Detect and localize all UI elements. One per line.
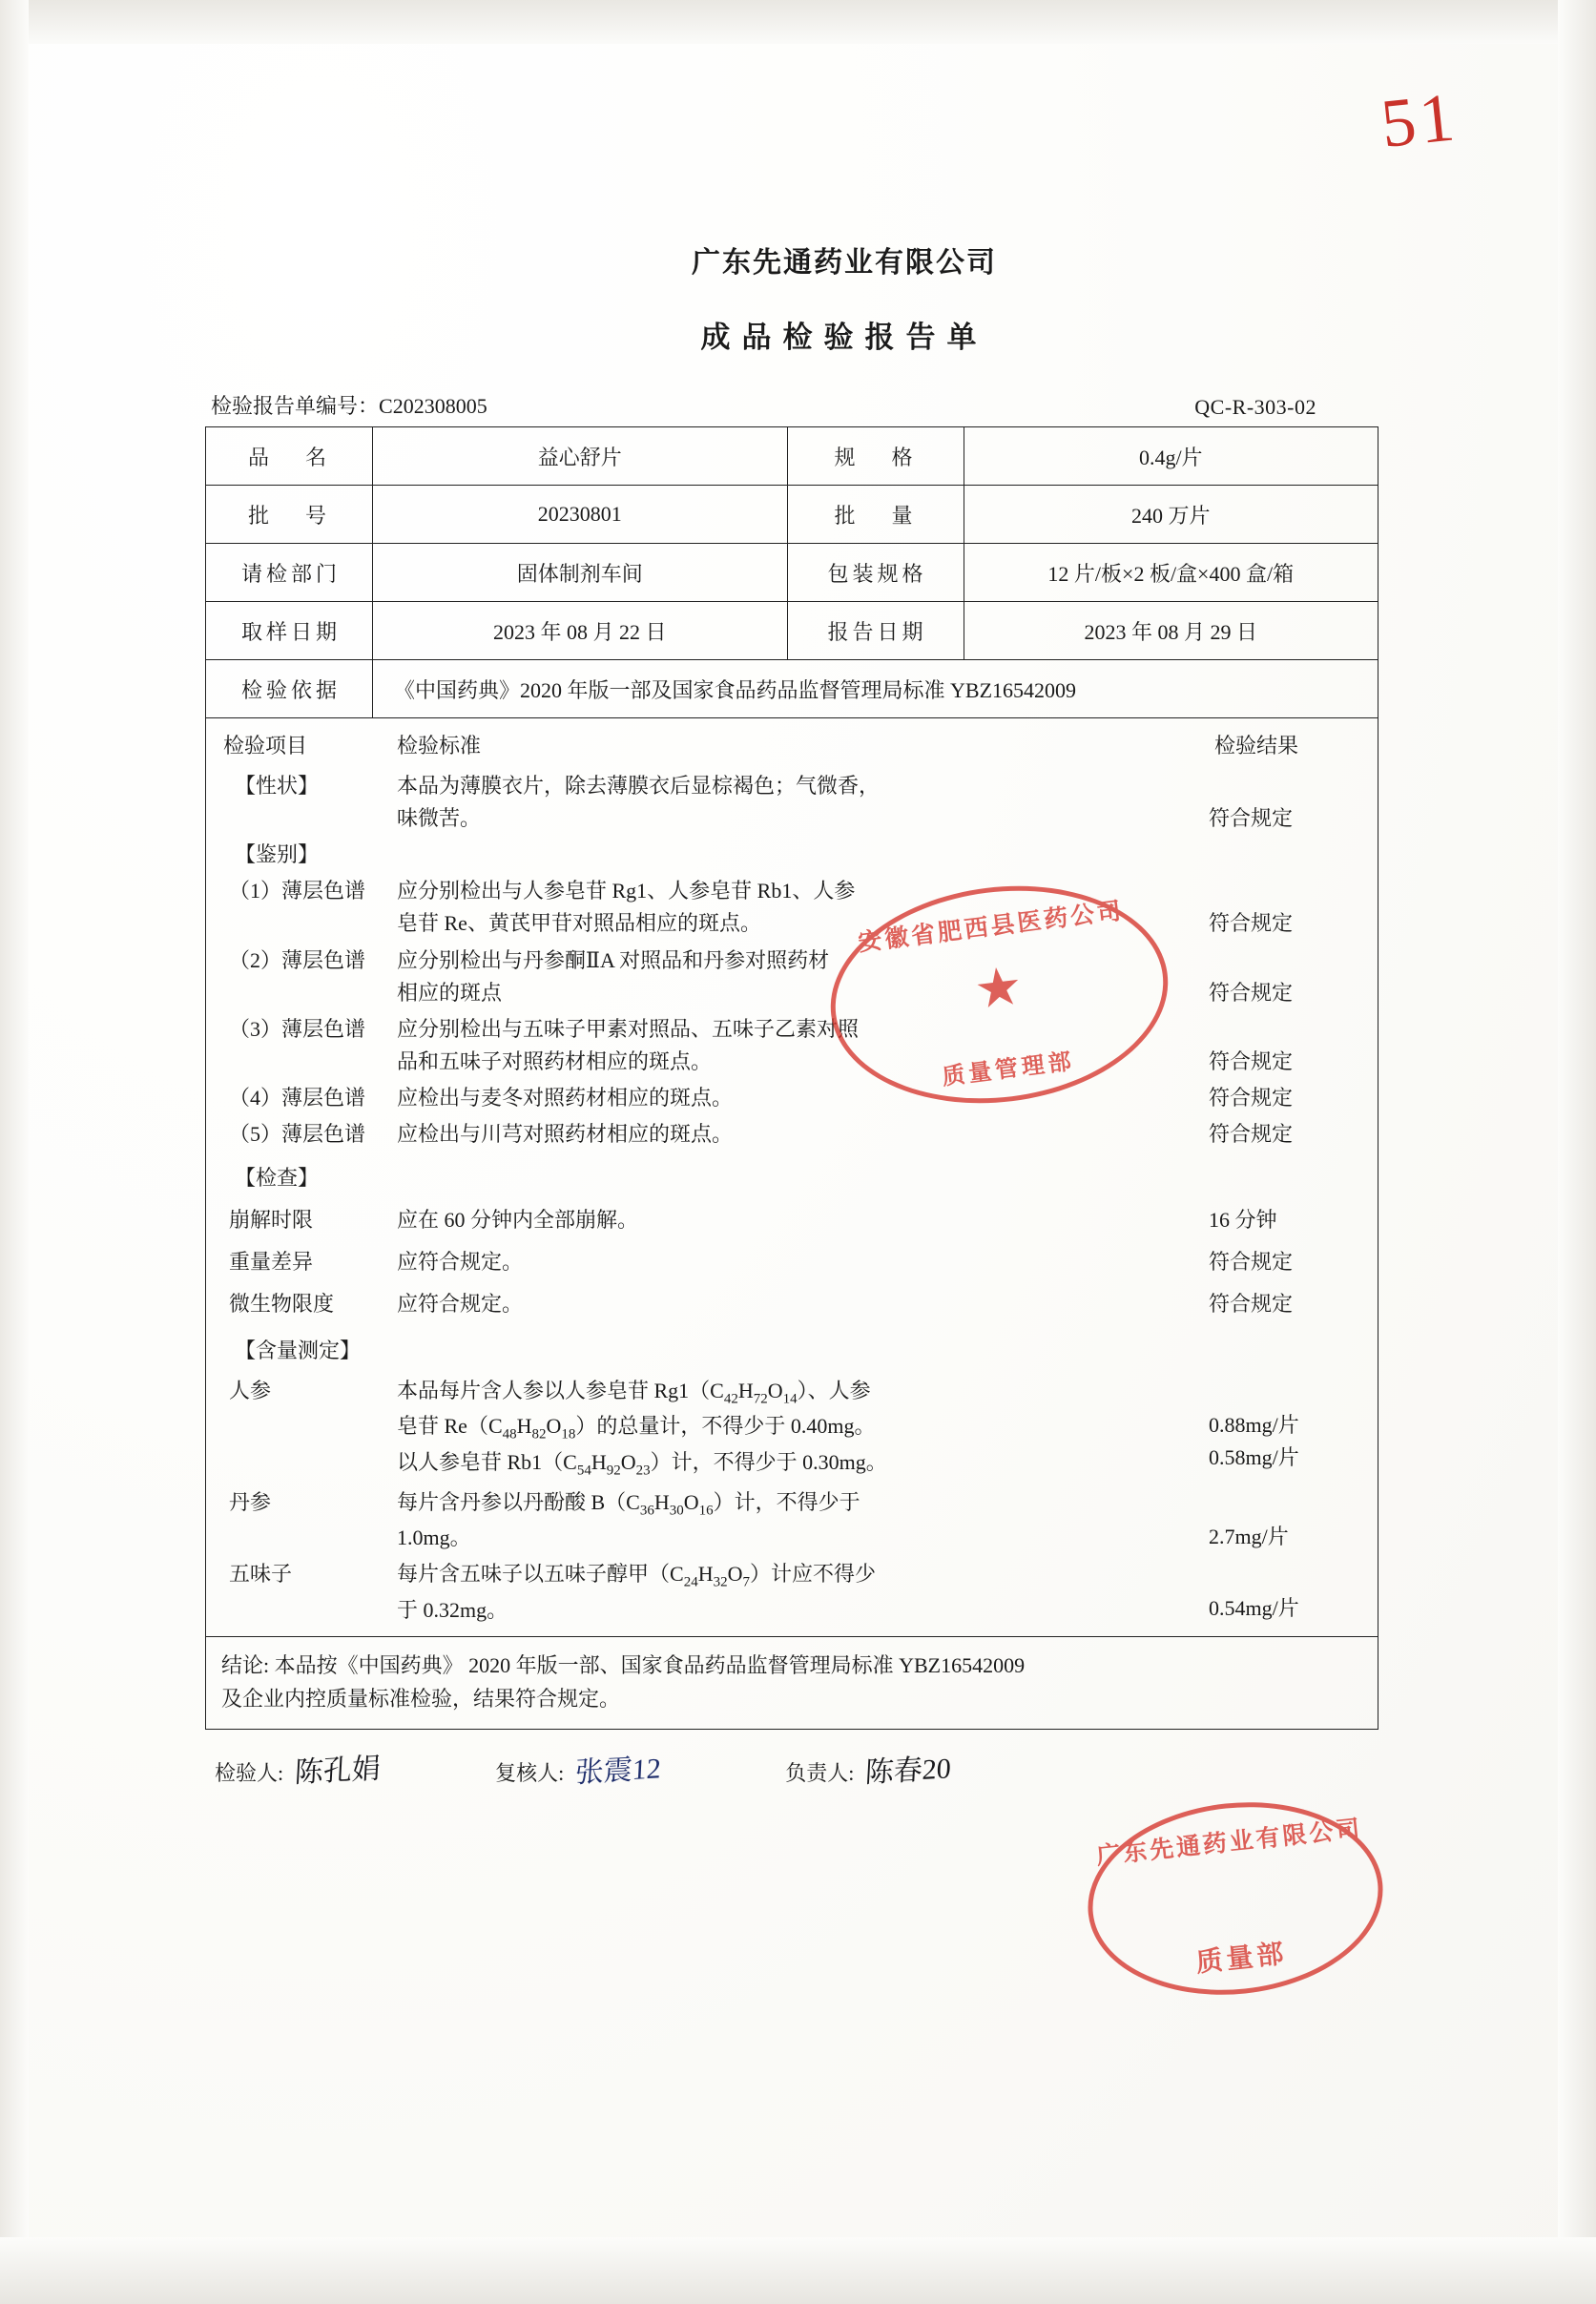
assay-row-danshen bbox=[206, 1484, 1378, 1557]
assay-3-item: 五味子 bbox=[229, 1562, 293, 1587]
examination-row-2 bbox=[206, 1238, 1378, 1280]
paper-edge-top bbox=[0, 0, 1596, 44]
ident-4-result: 符合规定 bbox=[1209, 1085, 1294, 1110]
ident-3-standard bbox=[397, 1013, 1172, 1078]
stamp-2-bottom-text: 质量部 bbox=[1194, 1939, 1289, 1979]
identification-row-5 bbox=[206, 1116, 1378, 1152]
reviewer-name: 张震12 bbox=[574, 1753, 662, 1790]
identification-row-1 bbox=[206, 873, 1378, 942]
ident-5-result: 符合规定 bbox=[1209, 1122, 1294, 1147]
character-standard-line1: 本品为薄膜衣片，除去薄膜衣后显棕褐色；气微香， bbox=[397, 774, 881, 799]
assay-1-line3: 以人参皂苷 $Rb1(C_{54}H_{92}O_{23})$计，不得少于 0.30mg。 bbox=[397, 1449, 887, 1479]
ident-2-standard bbox=[397, 944, 1172, 1009]
assay-3-line1: 每片含五味子以五味子醇甲$(C_{24}H_{32}O_7)$计应不得少 bbox=[397, 1562, 876, 1590]
examination-row-1 bbox=[206, 1196, 1378, 1238]
inspector-name: 陈孔娟 bbox=[294, 1753, 382, 1790]
assay-2-item: 丹参 bbox=[229, 1489, 272, 1514]
items-header-col-result: 检验结果 bbox=[1214, 734, 1299, 758]
ident-3-standard-line1: 应分别检出与五味子甲素对照品、五味子乙素对照 bbox=[397, 1016, 860, 1041]
ident-1-standard-line2: 皂苷 Re、黄芪甲苷对照品相应的斑点。 bbox=[397, 911, 761, 936]
report-document bbox=[205, 239, 1417, 1789]
ident-3-standard-line2: 品和五味子对照药材相应的斑点。 bbox=[397, 1048, 713, 1073]
assay-1-results bbox=[1172, 1375, 1378, 1474]
assay-1-line2: 皂苷 $Re(C_{48}H_{82}O_{18})$的总量计，不得少于 0.40mg。 bbox=[397, 1414, 876, 1443]
row-value-report-date: 2023 年 08 月 29 日 bbox=[964, 602, 1378, 660]
assay-row-schisandra bbox=[206, 1556, 1378, 1629]
ident-5-item: （5）薄层色谱 bbox=[229, 1122, 366, 1147]
stamp-2-top-text: 广东先通药业有限公司 bbox=[1095, 1816, 1364, 1870]
exam-3-result: 符合规定 bbox=[1209, 1292, 1294, 1317]
row-value-product: 益心舒片 bbox=[373, 427, 788, 486]
section-title-identification: 【鉴别】 bbox=[235, 842, 320, 867]
stamp-quality-department-seal bbox=[1078, 1788, 1392, 2008]
row-value-sampling-date: 2023 年 08 月 22 日 bbox=[373, 602, 788, 660]
inspector-signature bbox=[215, 1747, 381, 1789]
assay-1-item: 人参 bbox=[229, 1378, 272, 1402]
row-label-report-date: 报告日期 bbox=[787, 602, 964, 660]
row-label-sampling-date: 取样日期 bbox=[206, 602, 373, 660]
ident-3-result: 符合规定 bbox=[1209, 1048, 1294, 1073]
section-identification-title-row bbox=[206, 837, 1378, 873]
exam-2-result: 符合规定 bbox=[1209, 1250, 1294, 1275]
report-number-group bbox=[205, 390, 487, 420]
company-title: 广东先通药业有限公司 bbox=[692, 247, 997, 279]
table-row bbox=[206, 486, 1378, 544]
items-header-col-standard: 检验标准 bbox=[397, 734, 482, 758]
row-label-package: 包装规格 bbox=[787, 544, 964, 602]
ident-1-result: 符合规定 bbox=[1209, 911, 1294, 936]
section-title-character: 【性状】 bbox=[235, 774, 320, 799]
reviewer-label: 复核人: bbox=[495, 1761, 565, 1786]
table-row bbox=[206, 427, 1378, 486]
row-value-batch: 20230801 bbox=[373, 486, 788, 544]
assay-2-standard bbox=[397, 1486, 1172, 1555]
row-value-package: 12 片/板×2 板/盒×400 盒/箱 bbox=[964, 544, 1378, 602]
row-value-department: 固体制剂车间 bbox=[373, 544, 788, 602]
row-value-spec: 0.4g/片 bbox=[964, 427, 1378, 486]
identification-row-2 bbox=[206, 943, 1378, 1011]
inspector-label: 检验人: bbox=[215, 1761, 284, 1786]
character-standard-line2: 味微苦。 bbox=[397, 806, 482, 831]
section-character-row bbox=[206, 768, 1378, 837]
exam-1-result: 16 分钟 bbox=[1209, 1208, 1277, 1233]
inspection-items-block bbox=[205, 718, 1378, 1637]
ident-1-standard bbox=[397, 875, 1172, 940]
manager-signature bbox=[785, 1747, 951, 1789]
ident-2-standard-line2: 相应的斑点 bbox=[397, 980, 503, 1005]
table-row bbox=[206, 660, 1378, 718]
row-value-quantity: 240 万片 bbox=[964, 486, 1378, 544]
report-number-label: 检验报告单编号： bbox=[211, 394, 380, 418]
section-title-assay: 【含量测定】 bbox=[235, 1338, 362, 1362]
character-result: 符合规定 bbox=[1209, 806, 1294, 831]
assay-1-standard bbox=[397, 1375, 1172, 1483]
row-label-batch: 批 号 bbox=[206, 486, 373, 544]
assay-2-result: 2.7mg/片 bbox=[1209, 1524, 1289, 1548]
row-label-basis: 检验依据 bbox=[206, 660, 373, 718]
exam-3-item: 微生物限度 bbox=[229, 1292, 335, 1317]
paper-edge-left bbox=[0, 0, 29, 2304]
ident-1-item: （1）薄层色谱 bbox=[229, 879, 366, 903]
signature-row bbox=[205, 1747, 1417, 1789]
section-examination-title-row bbox=[206, 1152, 1378, 1196]
handwritten-page-number: 51 bbox=[1377, 78, 1461, 162]
reviewer-signature bbox=[495, 1747, 661, 1789]
identification-row-4 bbox=[206, 1080, 1378, 1116]
assay-3-standard bbox=[397, 1558, 1172, 1627]
assay-1-result-1: 0.88mg/片 bbox=[1209, 1412, 1299, 1437]
assay-1-result-2: 0.58mg/片 bbox=[1209, 1444, 1299, 1469]
row-label-quantity: 批 量 bbox=[787, 486, 964, 544]
items-header-col-item: 检验项目 bbox=[223, 734, 308, 758]
ident-4-item: （4）薄层色谱 bbox=[229, 1085, 366, 1110]
manager-name: 陈春20 bbox=[864, 1753, 952, 1790]
assay-2-line1: 每片含丹参以丹酚酸 $B(C_{36}H_{30}O_{16})$计，不得少于 bbox=[397, 1489, 860, 1518]
conclusion-line-1: 结论: 本品按《中国药典》 2020 年版一部、国家食品药品监督管理局标准 YBZ16542009 bbox=[221, 1652, 1026, 1677]
assay-3-result: 0.54mg/片 bbox=[1209, 1596, 1299, 1621]
ident-1-standard-line1: 应分别检出与人参皂苷 Rg1、人参皂苷 Rb1、人参 bbox=[397, 879, 856, 903]
stamp-1-top-text: 安徽省肥西县医药公司 bbox=[857, 898, 1126, 957]
ident-4-standard: 应检出与麦冬对照药材相应的斑点。 bbox=[397, 1085, 734, 1110]
info-table bbox=[205, 426, 1378, 718]
assay-2-line2: 1.0mg。 bbox=[397, 1526, 471, 1550]
section-title-examination: 【检查】 bbox=[235, 1166, 320, 1191]
row-label-product: 品 名 bbox=[206, 427, 373, 486]
stamp-1-bottom-text: 质量管理部 bbox=[941, 1048, 1077, 1090]
exam-3-standard: 应符合规定。 bbox=[397, 1292, 524, 1317]
identification-row-3 bbox=[206, 1011, 1378, 1080]
paper-edge-bottom bbox=[0, 2237, 1596, 2304]
exam-1-standard: 应在 60 分钟内全部崩解。 bbox=[397, 1208, 639, 1233]
table-row bbox=[206, 544, 1378, 602]
assay-3-line2: 于 0.32mg。 bbox=[397, 1597, 508, 1622]
ident-2-result: 符合规定 bbox=[1209, 980, 1294, 1005]
star-icon: ★ bbox=[970, 956, 1026, 1021]
row-label-department: 请检部门 bbox=[206, 544, 373, 602]
row-label-spec: 规 格 bbox=[787, 427, 964, 486]
ident-2-standard-line1: 应分别检出与丹参酮ⅡA 对照品和丹参对照药材 bbox=[397, 947, 830, 972]
report-number-value: C202308005 bbox=[379, 394, 487, 418]
conclusion-block bbox=[205, 1637, 1378, 1730]
exam-2-standard: 应符合规定。 bbox=[397, 1250, 524, 1275]
items-header-row bbox=[206, 728, 1378, 768]
page-title: 成品检验报告单 bbox=[700, 321, 988, 354]
table-row bbox=[206, 602, 1378, 660]
conclusion-line-2: 及企业内控质量标准检验，结果符合规定。 bbox=[221, 1687, 621, 1712]
section-assay-title-row bbox=[206, 1323, 1378, 1369]
paper-edge-right bbox=[1558, 0, 1596, 2304]
ident-5-standard: 应检出与川芎对照药材相应的斑点。 bbox=[397, 1122, 734, 1147]
examination-row-3 bbox=[206, 1280, 1378, 1322]
row-value-basis: 《中国药典》2020 年版一部及国家食品药品监督管理局标准 YBZ16542009 bbox=[373, 660, 1378, 718]
ident-3-item: （3）薄层色谱 bbox=[229, 1016, 366, 1041]
exam-2-item: 重量差异 bbox=[229, 1250, 314, 1275]
exam-1-item: 崩解时限 bbox=[229, 1208, 314, 1233]
ident-2-item: （2）薄层色谱 bbox=[229, 947, 366, 972]
assay-1-line1: 本品每片含人参以人参皂苷 $Rg1(C_{42}H_{72}O_{14})$、人参 bbox=[397, 1378, 871, 1406]
form-code: QC-R-303-02 bbox=[1194, 395, 1316, 419]
report-meta bbox=[205, 390, 1417, 420]
assay-row-ginseng bbox=[206, 1369, 1378, 1484]
section-character-standard bbox=[397, 770, 1172, 835]
manager-label: 负责人: bbox=[785, 1761, 855, 1786]
